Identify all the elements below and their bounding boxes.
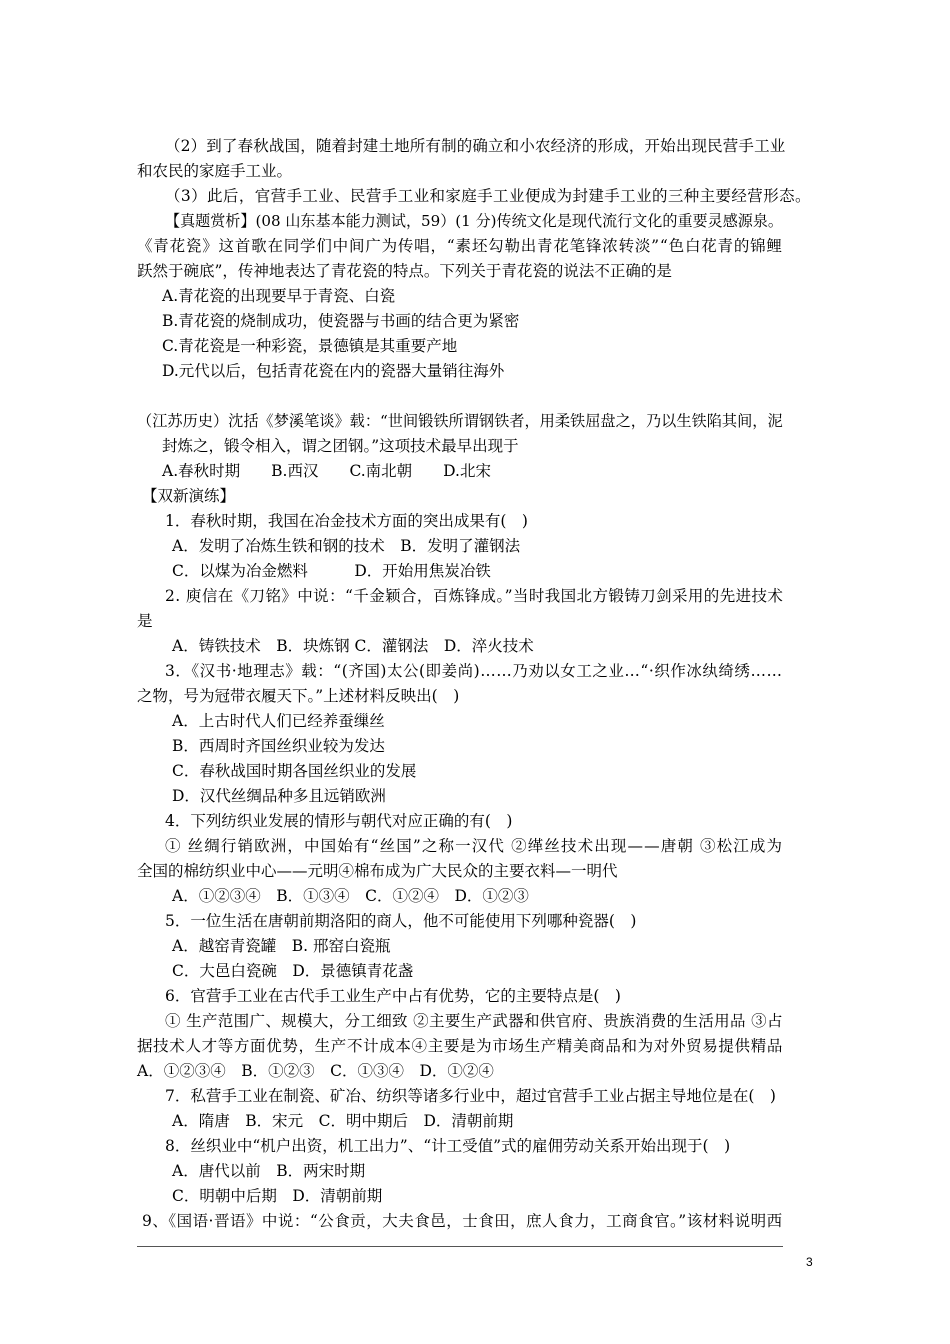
text-line: D.元代以后，包括青花瓷在内的瓷器大量销往海外	[162, 362, 505, 380]
text-line: A.青花瓷的出现要早于青瓷、白瓷	[162, 287, 396, 305]
text-line: （江苏历史）沈括《梦溪笔谈》载：“世间锻铁所谓钢铁者，用柔铁屈盘之，乃以生铁陷其间，泥	[137, 412, 783, 430]
text-line: 全国的棉纺织业中心——元明④棉布成为广大民众的主要衣料—一明代	[137, 862, 618, 880]
text-line: D．汉代丝绸品种多且远销欧洲	[172, 787, 386, 805]
text-line: 【真题赏析】(08 山东基本能力测试，59）(1 分)传统文化是现代流行文化的重要灵感源泉。	[165, 212, 784, 230]
page-number: 3	[806, 1255, 813, 1269]
text-line: A．①②③④ B．①③④ C．①②④ D．①②③	[172, 887, 529, 905]
text-line: A.春秋时期 B.西汉 C.南北朝 D.北宋	[162, 462, 491, 480]
text-line: C．以煤为冶金燃料 D．开始用焦炭冶铁	[172, 562, 491, 580]
footer-rule	[137, 1246, 783, 1247]
text-line: 9、《国语·晋语》中说：“公食贡，大夫食邑，士食田，庶人食力，工商食官。”该材料说明西	[142, 1212, 783, 1230]
text-line: ① 生产范围广、规模大，分工细致 ②主要生产武器和供官府、贵族消费的生活用品 ③占	[165, 1012, 783, 1030]
text-line: A．①②③④ B．①②③ C．①③④ D．①②④	[137, 1062, 494, 1080]
text-line: 跃然于碗底”，传神地表达了青花瓷的特点。下列关于青花瓷的说法不正确的是	[137, 262, 672, 280]
text-line: （3）此后，官营手工业、民营手工业和家庭手工业便成为封建手工业的三种主要经营形态。	[165, 187, 811, 205]
text-line: 是	[137, 612, 153, 630]
text-line: A．铸铁技术 B．块炼钢 C．灌钢法 D．淬火技术	[172, 637, 534, 655]
text-line: （2）到了春秋战国，随着封建土地所有制的确立和小农经济的形成，开始出现民营手工业	[165, 137, 786, 155]
text-line: 和农民的家庭手工业。	[137, 162, 293, 180]
text-line: A．上古时代人们已经养蚕缫丝	[172, 712, 385, 730]
text-line: 【双新演练】	[142, 487, 236, 505]
text-line: B.青花瓷的烧制成功，使瓷器与书画的结合更为紧密	[162, 312, 520, 330]
text-line: 7．私营手工业在制瓷、矿冶、纺织等诸多行业中，超过官营手工业占据主导地位是在( )	[165, 1087, 776, 1105]
text-line: 6．官营手工业在古代手工业生产中占有优势，它的主要特点是( )	[165, 987, 621, 1005]
text-line: ① 丝绸行销欧洲，中国始有“丝国”之称一汉代 ②缂丝技术出现——唐朝 ③松江成为	[165, 837, 784, 855]
text-line: A．隋唐 B．宋元 C．明中期后 D．清朝前期	[172, 1112, 514, 1130]
text-line: A．唐代以前 B．两宋时期	[172, 1162, 366, 1180]
text-line: C．大邑白瓷碗 D．景德镇青花盏	[172, 962, 414, 980]
text-line: A．越窑青瓷罐 B. 邢窑白瓷瓶	[172, 937, 391, 955]
text-line: 1．春秋时期，我国在冶金技术方面的突出成果有( )	[165, 512, 528, 530]
text-line: 4．下列纺织业发展的情形与朝代对应正确的有( )	[165, 812, 513, 830]
text-line: 《青花瓷》这首歌在同学们中间广为传唱，“素坯勾勒出青花笔锋浓转淡”“色白花青的锦鲤	[137, 237, 783, 255]
text-line: 3．《汉书·地理志》载：“(齐国)太公(即姜尚)……乃劝以女工之业…“·织作冰纨绮绣……	[165, 662, 783, 680]
text-line: 之物，号为冠带衣履天下。”上述材料反映出( )	[137, 687, 460, 705]
text-line: C.青花瓷是一种彩瓷，景德镇是其重要产地	[162, 337, 458, 355]
text-line: 封炼之，锻令相入，谓之团钢。”这项技术最早出现于	[162, 437, 519, 455]
text-line: 5．一位生活在唐朝前期洛阳的商人，他不可能使用下列哪种瓷器( )	[165, 912, 637, 930]
text-line: 据技术人才等方面优势，生产不计成本④主要是为市场生产精美商品和为对外贸易提供精品	[137, 1037, 784, 1055]
text-line: 8．丝织业中“机户出资，机工出力”、“计工受值”式的雇佣劳动关系开始出现于( )	[165, 1137, 731, 1155]
text-line: B．西周时齐国丝织业较为发达	[172, 737, 385, 755]
text-line: A．发明了冶炼生铁和钢的技术 B．发明了灌钢法	[172, 537, 521, 555]
text-line: C．春秋战国时期各国丝织业的发展	[172, 762, 417, 780]
text-line: C．明朝中后期 D．清朝前期	[172, 1187, 383, 1205]
text-line: 2. 庾信在《刀铭》中说：“千金颖合，百炼锋成。”当时我国北方锻铸刀剑采用的先进技术	[165, 587, 784, 605]
